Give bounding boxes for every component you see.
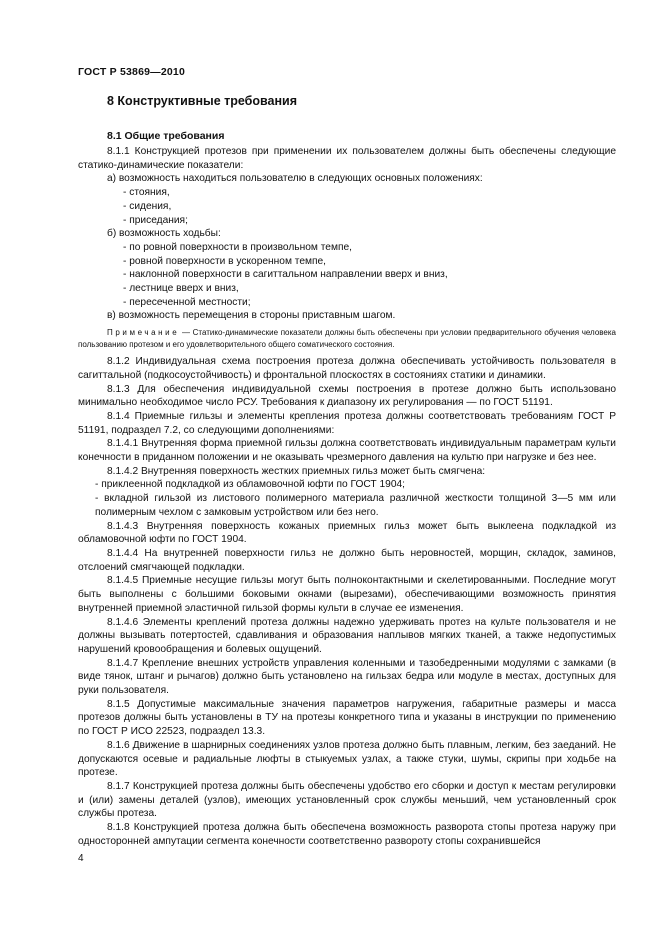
note-text: — Статико-динамические показатели должны быть обеспечены при условии предварительного обучения человека пользованию протезом и его удовлетворительного общего соматического состояния.	[78, 328, 616, 349]
note-label: Примечание	[107, 328, 180, 338]
list-item-a-2: - сидения,	[123, 200, 172, 212]
list-item-b-4: - лестнице вверх и вниз,	[123, 283, 239, 295]
paragraph-8-1-2: 8.1.2 Индивидуальная схема построения протеза должна обеспечивать устойчивость пользователя в сагиттальной (подкосоустойчивость) и фронтальной плоскостях в состояниях статики и динамики.	[78, 356, 616, 381]
paragraph-8-1-4-2: 8.1.4.2 Внутренняя поверхность жестких приемных гильз может быть смягчена:	[107, 465, 486, 477]
section-title: 8 Конструктивные требования	[107, 94, 298, 108]
paragraph-8-1-5: 8.1.5 Допустимые максимальные значения параметров нагружения, габаритные размеры и масса протезов должны быть установлены в ТУ на протезы конкретного типа и указаны в инструкции по применению по ГОСТ Р ИСО 22523, подраздел 13.3.	[78, 698, 616, 738]
list-item-b-3: - наклонной поверхности в сагиттальном направлении вверх и вниз,	[123, 269, 448, 281]
paragraph-8-1-4-4: 8.1.4.4 На внутренней поверхности гильз не должно быть неровностей, морщин, складок, заминов, отслоений смягчающей подкладки.	[78, 547, 616, 573]
list-item-d-1: - приклеенной подкладкой из обламовочной юфти по ГОСТ 1904;	[95, 479, 405, 491]
paragraph-8-1-4-3: 8.1.4.3 Внутренняя поверхность кожаных приемных гильз может быть выклеена подкладкой из обламовочной юфти по ГОСТ 1904.	[78, 520, 616, 546]
paragraph-8-1-8: 8.1.8 Конструкцией протеза должна быть обеспечена возможность разворота стопы протеза наружу при односторонней ампутации сегмента конечности соответственно развороту стопы сохранившейся	[78, 822, 616, 847]
list-item-b-5: - пересеченной местности;	[123, 296, 251, 308]
list-item-b-2: - ровной поверхности в ускоренном темпе,	[123, 255, 327, 267]
list-item-a-3: - приседания;	[123, 214, 188, 226]
paragraph-8-1-7: 8.1.7 Конструкцией протеза должны быть обеспечены удобство его сборки и доступ к местам регулировки и (или) замены деталей (узлов), имеющих установленный срок службы меньший, чем установленный срок службы протеза.	[78, 780, 616, 820]
document-body	[78, 145, 616, 848]
list-item-d-2: - вкладной гильзой из листового полимерного материала различной жесткости толщиной 3—5 мм или полимерным чехлом с замковым устройством или без него.	[95, 493, 616, 518]
paragraph-8-1-4-6: 8.1.4.6 Элементы креплений протеза должны надежно удерживать протез на культе пользователя и не должны вызывать потертостей, сдавливания и образования наплывов мягких тканей, а также недопустимых нарушений кровообращения и болевых ощущений.	[78, 616, 616, 655]
page-number: 4	[78, 853, 84, 864]
list-item-a-1: - стояния,	[123, 187, 170, 199]
paragraph-8-1-4: 8.1.4 Приемные гильзы и элементы крепления протеза должны соответствовать требованиям ГОСТ Р 51191, подраздел 7.2, со следующими дополнениями:	[78, 410, 616, 436]
document-number: ГОСТ Р 53869—2010	[78, 66, 186, 78]
list-item-b-1: - по ровной поверхности в произвольном темпе,	[123, 241, 352, 253]
paragraph-8-1-6: 8.1.6 Движение в шарнирных соединениях узлов протеза должно быть плавным, легким, без заеданий. Не допускаются осевые и радиальные люфты в стыкуемых узлах, а также стуки, шумы, скрипы при ходьбе на протезе.	[78, 739, 616, 779]
list-item-b: б) возможность ходьбы:	[107, 228, 221, 240]
paragraph-8-1-4-1: 8.1.4.1 Внутренняя форма приемной гильзы должна соответствовать индивидуальным параметрам культи конечности в приданном положении и не оказывать чрезмерного давления на культю при нагрузке и без нее.	[78, 438, 616, 464]
note	[78, 327, 616, 350]
paragraph-8-1-4-5: 8.1.4.5 Приемные несущие гильзы могут быть полноконтактными и скелетированными. Последние могут быть выполнены с большими боковыми окнами (вырезами), обеспечивающими возможность принятия внутренней приемной эластичной гильзой формы культи в случае ее изменения.	[78, 575, 616, 614]
paragraph-8-1-4-7: 8.1.4.7 Крепление внешних устройств управления коленными и тазобедренными модулями с замками (в виде тянок, штанг и рычагов) должно быть установлено на гильзах бедра или модуле в местах, доступных для руки пользователя.	[78, 657, 616, 697]
subsection-title: 8.1 Общие требования	[107, 130, 225, 142]
list-item-v: в) возможность перемещения в стороны приставным шагом.	[107, 310, 396, 322]
list-item-a: а) возможность находиться пользователю в следующих основных положениях:	[107, 173, 483, 185]
paragraph-8-1-1: 8.1.1 Конструкцией протезов при применении их пользователем должны быть обеспечены следующие статико-динамические показатели:	[78, 146, 616, 171]
paragraph-8-1-3: 8.1.3 Для обеспечения индивидуальной схемы построения в протезе должно быть использовано минимально необходимое число РСУ. Требования к диапазону их регулирования — по ГОСТ 51191.	[78, 383, 616, 409]
